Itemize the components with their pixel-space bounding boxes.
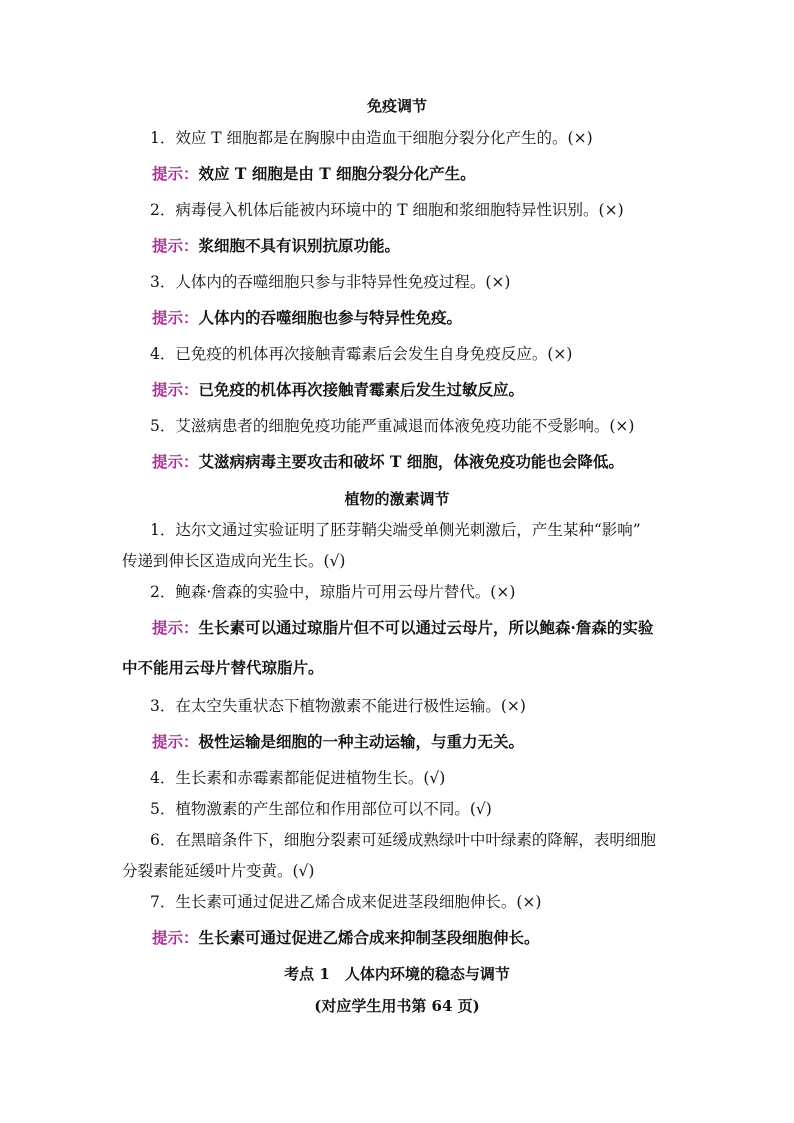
question-5: 5．植物激素的产生部位和作用部位可以不同。(√) [150,800,492,818]
question-4: 4．已免疫的机体再次接触青霉素后会发生自身免疫反应。(×) [150,345,573,363]
hint-text: 生长素可通过促进乙烯合成来抑制茎段细胞伸长。 [198,928,540,947]
hint-text: 艾滋病病毒主要攻击和破坏 T 细胞，体液免疫功能也会降低。 [198,452,624,471]
question-1: 1．效应 T 细胞都是在胸腺中由造血干细胞分裂分化产生的。(×) [150,129,593,147]
hint-text: 极性运输是细胞的一种主动运输，与重力无关。 [198,732,525,751]
hint-2-line2: 中不能用云母片替代琼脂片。 [122,658,324,677]
question-6-line2: 分裂素能延缓叶片变黄。(√) [122,862,315,880]
hint-label: 提示： [152,380,199,399]
hint-1 [0,164,794,184]
question-6-line1: 6．在黑暗条件下，细胞分裂素可延缓成熟绿叶中叶绿素的降解，表明细胞 [150,831,656,849]
hint-label: 提示： [152,164,199,183]
hint-text: 生长素可以通过琼脂片但不可以通过云母片，所以鲍森·詹森的实验 [198,618,654,637]
hint-label: 提示： [152,618,199,637]
hint-text: 已免疫的机体再次接触青霉素后发生过敏反应。 [198,380,525,399]
hint-5 [0,452,794,472]
hint-text: 浆细胞不具有识别抗原功能。 [198,236,401,255]
hint-text: 人体内的吞噬细胞也参与特异性免疫。 [198,308,463,327]
book-reference: (对应学生用书第 64 页) [314,997,480,1015]
hint-label: 提示： [152,308,199,327]
question-7: 7．生长素可通过促进乙烯合成来促进茎段细胞伸长。(×) [150,893,542,911]
hint-3 [0,732,794,752]
question-3: 3．在太空失重状态下植物激素不能进行极性运输。(×) [150,697,526,715]
question-3: 3．人体内的吞噬细胞只参与非特异性免疫过程。(×) [150,273,511,291]
hint-2 [0,236,794,256]
question-1-line2: 传递到伸长区造成向光生长。(√) [122,552,346,570]
question-2: 2．病毒侵入机体后能被内环境中的 T 细胞和浆细胞特异性识别。(×) [150,201,624,219]
section-title-topic1: 考点 1 人体内环境的稳态与调节 [284,965,510,983]
hint-text: 效应 T 细胞是由 T 细胞分裂分化产生。 [198,164,476,183]
question-1-line1: 1．达尔文通过实验证明了胚芽鞘尖端受单侧光刺激后，产生某种“影响” [150,521,641,539]
section-title-immune: 免疫调节 [366,97,427,115]
question-4: 4．生长素和赤霉素都能促进植物生长。(√) [150,769,446,787]
hint-label: 提示： [152,928,199,947]
hint-2-line1 [0,618,794,638]
hint-4 [0,380,794,400]
hint-label: 提示： [152,236,199,255]
hint-3 [0,308,794,328]
hint-label: 提示： [152,452,199,471]
hint-label: 提示： [152,732,199,751]
section-title-plant-hormone: 植物的激素调节 [344,490,450,508]
question-5: 5．艾滋病患者的细胞免疫功能严重减退而体液免疫功能不受影响。(×) [150,417,635,435]
hint-7 [0,928,794,948]
question-2: 2．鲍森·詹森的实验中，琼脂片可用云母片替代。(×) [150,583,516,601]
